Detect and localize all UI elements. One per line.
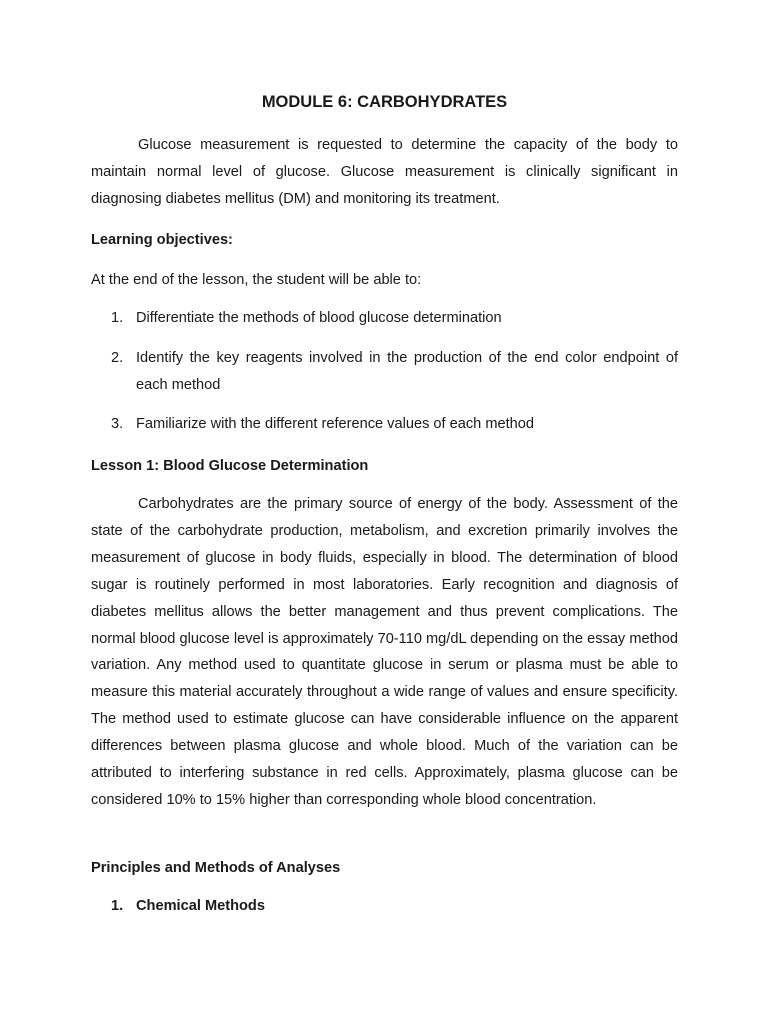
- objectives-lead: At the end of the lesson, the student will be able to:: [91, 272, 422, 288]
- objective-text: Differentiate the methods of blood glucose determination: [136, 310, 502, 326]
- method-text: Chemical Methods: [136, 898, 265, 914]
- intro-paragraph: [91, 132, 678, 213]
- objective-text: Familiarize with the different reference values of each method: [136, 416, 535, 432]
- objective-item-3: [111, 411, 678, 438]
- intro-text: Glucose measurement is requested to determine the capacity of the body to maintain normal level of glucose. Glucose measurement is clinically significant in diagnosing diabetes mellitus (DM) and monitoring its treatment.: [91, 137, 678, 207]
- method-number: 1.: [111, 898, 124, 914]
- objective-item-2: [111, 345, 678, 399]
- principles-heading: Principles and Methods of Analyses: [91, 860, 341, 876]
- method-item-1: [111, 893, 678, 920]
- lesson-text: Carbohydrates are the primary source of energy of the body. Assessment of the state of the carbohydrate production, metabolism, and excretion primarily involves the measurement of glucose in body fluids, especially in blood. The determination of blood sugar is routinely performed in most laboratories. Early recognition and diagnosis of diabetes mellitus allows the better management and thus prevent complications. The normal blood glucose level is approximately 70-110 mg/dL depending on the essay method variation. Any method used to quantitate glucose in serum or plasma must be able to measure this material accurately throughout a wide range of values and ensure specificity. The method used to estimate glucose can have considerable influence on the apparent differences between plasma glucose and whole blood. Much of the variation can be attributed to interfering substance in red cells. Approximately, plasma glucose can be considered 10% to 15% higher than corresponding whole blood concentration.: [91, 496, 678, 808]
- objectives-heading: Learning objectives:: [91, 232, 233, 248]
- lesson-heading: Lesson 1: Blood Glucose Determination: [91, 458, 369, 474]
- objective-item-1: [111, 305, 678, 332]
- page-title: MODULE 6: CARBOHYDRATES: [261, 93, 508, 111]
- objective-number: 1.: [111, 310, 124, 326]
- objective-number: 2.: [111, 350, 124, 366]
- objective-text: Identify the key reagents involved in the production of the end color endpoint of each method: [136, 350, 678, 393]
- lesson-paragraph: [91, 491, 678, 814]
- objective-number: 3.: [111, 416, 124, 432]
